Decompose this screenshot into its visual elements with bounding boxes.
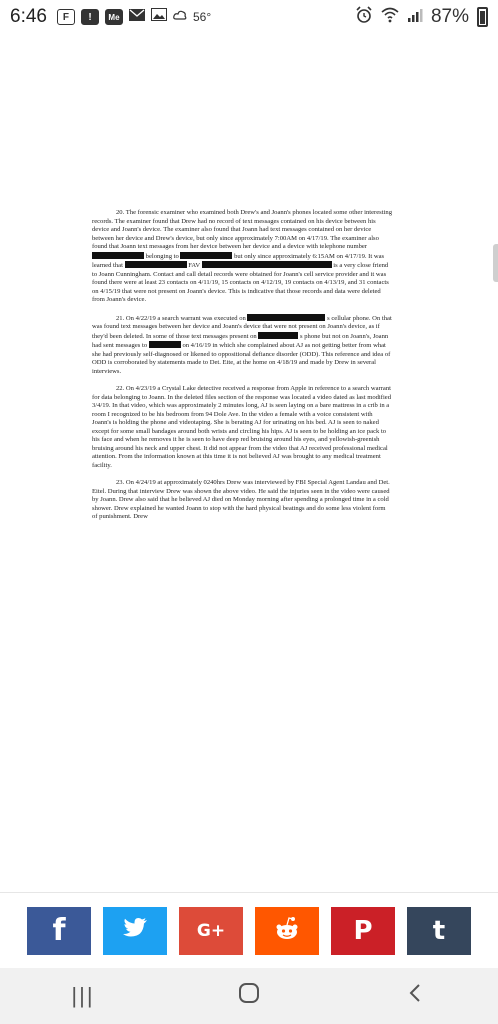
reddit-share-button[interactable]: [255, 907, 319, 955]
twitter-share-button[interactable]: [103, 907, 167, 955]
paragraph-text: 20. The forensic examiner who examined both Drew's and Joann's phones located some other interesting records. The examiner found that Drew had no record of text messages contained on his device between his device and Joann's device. The examiner also found that Joann had text messages contained on her device between her device and Drew's device, but only since approximately 7:00AM on 4/17/19. The examiner also found that Joann text messages from her device between her device and a device with telephone number: [92, 209, 393, 250]
redaction-bar: [258, 332, 298, 339]
flipboard-notification-icon: F: [57, 9, 75, 25]
paragraph-text: but only since approximately 6:15AM on 4/17/19. It was learned that: [92, 252, 385, 269]
system-navigation-bar: [0, 968, 498, 1024]
redaction-bar: [92, 252, 144, 259]
status-right: [355, 6, 488, 29]
image-icon: [151, 8, 167, 26]
weather-icon: [173, 8, 187, 26]
status-left: [10, 6, 211, 28]
paragraph-20: [92, 209, 392, 305]
redaction-bar: [202, 261, 332, 268]
share-bar: [0, 892, 498, 968]
paragraph-text: 21. On 4/22/19 a search warrant was executed on: [116, 314, 246, 322]
paragraph-text: FAV: [188, 262, 200, 269]
alert-notification-icon: !: [81, 9, 99, 25]
tumblr-share-button[interactable]: [407, 907, 471, 955]
facebook-share-button[interactable]: [27, 907, 91, 955]
clock: 6:46: [10, 6, 47, 27]
me-app-notification-icon: Me: [105, 9, 123, 25]
redaction-bar: [149, 341, 181, 348]
signal-icon: [407, 7, 423, 28]
paragraph-text: s cellular phone. On that was found text messages between her device and Joann's device that were not present on Joann's device, as if they'd been deleted. In some of those text messages present on: [92, 314, 392, 340]
home-icon: [238, 982, 260, 1010]
alarm-icon: [355, 6, 373, 29]
twitter-icon: [122, 917, 148, 944]
facebook-icon: f: [52, 913, 66, 948]
redaction-bar: [180, 252, 232, 259]
back-button[interactable]: [385, 976, 445, 1016]
wifi-icon: [381, 7, 399, 28]
mail-icon: [129, 8, 145, 26]
paragraph-text: is a very close friend to Joann Cunningham. Contact and call detail records were obtained for Joann's cell service provider and it was found there were at least 23 contacts on 4/11/19, 15 contacts on 4/12/19, 19 contacts on 4/13/19, and 31 contacts on 4/15/19 that were not present on Joann's device. This is indicative that those records and data were deleted from Joann's device.: [92, 262, 389, 303]
battery-percent: 87%: [430, 6, 469, 27]
pinterest-icon: P: [353, 915, 373, 946]
paragraph-text: belonging to: [145, 252, 179, 260]
googleplus-icon: G+: [196, 920, 226, 941]
battery-icon: [477, 7, 488, 27]
home-button[interactable]: [219, 976, 279, 1016]
back-icon: [408, 982, 422, 1010]
pinterest-share-button[interactable]: [331, 907, 395, 955]
status-bar: [0, 0, 498, 34]
paragraph-text: s phone but not on Joann's, Joann had sent messages to: [92, 332, 389, 349]
redaction-bar: [125, 261, 187, 268]
paragraph-22: 22. On 4/23/19 a Crystal Lake detective received a response from Apple in reference to a search warrant for data belonging to Joann. In the deleted files section of the response was located a video dated as last modified 3/4/19. In that video, which was approximately 2 minutes long, AJ is seen laying on a bare mattress in a crib in a room I recognized to be his bedroom from 94 Dole Ave. In the video a female with a voice consistent with Joann's is holding the phone and videotaping. She is berating AJ for urinating on his bed. AJ is seen to naked except for some small bandages around both wrists and circling his hips. AJ is seen to be holding an ice pack to his face and when he removes it he is seen to have deep red bruising around his eyes, and yellowish-greenish bruising around his neck and upper chest. It did not appear from the video that AJ received professional medical attention. From the information known at this time it is not believed AJ was brought to any medical treatment facility.: [92, 385, 392, 469]
googleplus-share-button[interactable]: [179, 907, 243, 955]
temperature: 56°: [192, 10, 212, 24]
redaction-bar: [247, 314, 325, 321]
paragraph-21: [92, 314, 392, 377]
document-page: [92, 209, 392, 531]
recent-apps-icon: |||: [71, 983, 95, 1008]
paragraph-23: 23. On 4/24/19 at approximately 0240hrs Drew was interviewed by FBI Special Agent Landau and Det. Eitel. During that interview Drew was shown the above video. He said the injuries seen in the video were caused by Joann. Drew also said that he believed AJ died on Monday morning after spending a prolonged time in a cold shower. Drew explained he wanted Joann to stop with the hard physical beatings and do some less violent form of punishment. Drew: [92, 479, 390, 520]
document-viewer[interactable]: [0, 34, 498, 892]
scroll-handle[interactable]: [493, 244, 498, 282]
reddit-icon: [273, 916, 301, 946]
tumblr-icon: t: [432, 915, 446, 946]
recent-apps-button[interactable]: [53, 976, 113, 1016]
paragraph-text: on 4/16/19 in which she complained about AJ as not getting better from what she had previously self-diagnosed or likened to oppositional defiance disorder (ODD). This reference and idea of ODD is corroborated by statements made to Det. Eite, at the home on 4/18/19 and made by Drew in several interviews.: [92, 342, 391, 375]
